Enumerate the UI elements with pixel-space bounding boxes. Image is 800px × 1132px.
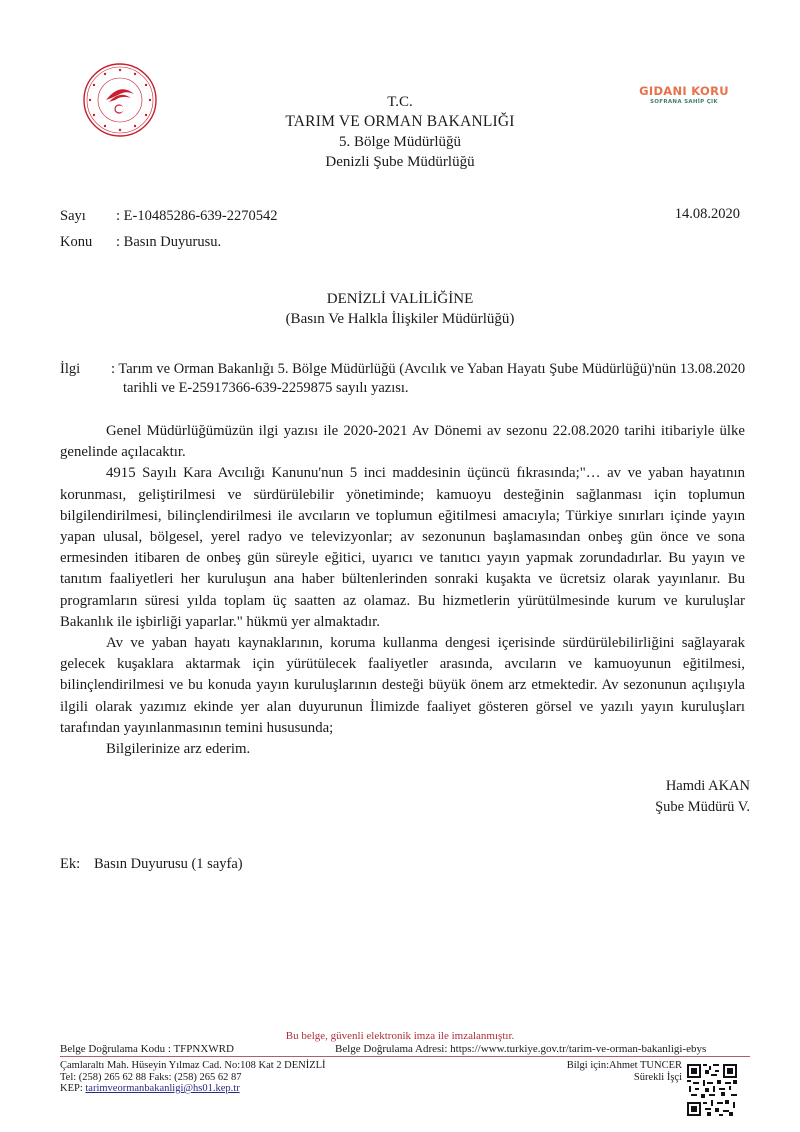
reference-section	[60, 360, 750, 398]
sayi-label: Sayı	[60, 208, 86, 224]
postal-address: Çamlaraltı Mah. Hüseyin Yılmaz Cad. No:108 Kat 2 DENİZLİ	[60, 1060, 326, 1071]
body-paragraph: Genel Müdürlüğümüzün ilgi yazısı ile 2020-2021 Av Dönemi av sezonu 22.08.2020 tarihi itibariyle ülke genelinde açılacaktır.	[60, 423, 745, 461]
header-regional-office: 5. Bölge Müdürlüğü	[338, 134, 462, 150]
signatory-title: Şube Müdürü V.	[655, 799, 750, 815]
reference-text: : Tarım ve Orman Bakanlığı 5. Bölge Müdürlüğü (Avcılık ve Yaban Hayatı Şube Müdürlüğü)'nün 13.08.2020 tarihli ve E-25917366-639-2259875 sayılı yazısı.	[111, 361, 746, 396]
letterhead	[200, 92, 600, 172]
sayi-row	[60, 206, 278, 226]
konu-label: Konu	[60, 234, 93, 250]
info-contact-name: Bilgi için:Ahmet TUNCER	[566, 1060, 682, 1071]
campaign-brand: GIDANI KORU	[639, 84, 729, 98]
konu-row	[60, 232, 278, 252]
info-contact	[540, 1060, 682, 1083]
letter-body	[60, 421, 745, 760]
attachment-label: Ek:	[60, 856, 81, 872]
verification-code: Belge Doğrulama Kodu : TFPNXWRD	[60, 1043, 234, 1055]
verification-address[interactable]: Belge Doğrulama Adresi: https://www.turkiye.gov.tr/tarim-ve-orman-bakanligi-ebys	[335, 1043, 707, 1055]
body-paragraph: 4915 Sayılı Kara Avcılığı Kanunu'nun 5 inci maddesinin üçüncü fıkrasında;"… av ve yaban hayatının korunması, geliştirilmesi ve sürdürülebilir yönetiminde; kamuoyu desteğinin sağlanması için toplumun bilgilendirilmesi, bilinçlendirilmesi ile avcıların ve toplumun eğitilmesi amacıyla; Türkiye sınırları içinde yayın yapan ulusal, bölgesel, yerel radyo ve televizyonlar; av sezonunun başlamasından onbeş gün önce ve sona ermesinden itibaren de onbeş gün süreyle eğitici, uyarıcı ve tanıtıcı yayın yapmak zorundadırlar. Bu yayın ve tanıtım faaliyetleri her kuruluşun ana haber bültenlerinden sonraki kuşakta ve ücretsiz olarak yayınlanır. Bu programların süresi yılda toplam üç saatten az olamaz. Bu hizmetlerin yürütülmesinde kurum ve kuruluşlar Bakanlık ile işbirliği yaparlar." hükmü yer almaktadır.	[60, 465, 745, 630]
qr-code-icon	[687, 1064, 737, 1116]
addressee-department: (Basın Ve Halkla İlişkiler Müdürlüğü)	[285, 311, 515, 327]
body-paragraph: Av ve yaban hayatı kaynaklarının, koruma kullanma dengesi içerisinde sürdürülebilirliğini sağlayarak gelecek kuşaklara aktarmak için yürütülecek faaliyetler arasında, avcıların ve kamuoyunun eğitilmesi, bilinçlendirilmesi ve bu konuda yayın kuruluşlarının desteği büyük önem arz etmektedir. Av sezonunun açılışıyla ilgili olarak yazımız ekinde yer alan duyurunun İlimizde faaliyet gösteren görsel ve yazılı yayın kuruluşları tarafından yayınlanmasının temini hususunda;	[60, 635, 745, 736]
attachment	[60, 856, 243, 873]
sayi-value: : E-10485286-639-2270542	[116, 208, 278, 224]
addressee	[200, 289, 600, 329]
signature-block	[600, 776, 750, 818]
campaign-logo	[634, 85, 734, 106]
header-tc: T.C.	[387, 94, 413, 110]
kep-email-link[interactable]: tarimveormanbakanligi@hs01.kep.tr	[85, 1083, 240, 1094]
document-meta	[60, 206, 278, 252]
info-contact-role: Sürekli İşçi	[633, 1071, 682, 1083]
qr-code[interactable]	[687, 1064, 737, 1116]
phone-fax: Tel: (258) 265 62 88 Faks: (258) 265 62 87	[60, 1071, 242, 1083]
esign-notice: Bu belge, güvenli elektronik imza ile imzalanmıştır.	[285, 1030, 515, 1042]
ministry-seal-logo	[82, 62, 158, 138]
header-branch-office: Denizli Şube Müdürlüğü	[325, 154, 475, 170]
kep-row	[60, 1083, 326, 1095]
document-date: 14.08.2020	[674, 206, 740, 222]
ministry-seal-icon	[82, 62, 158, 138]
reference-label: İlgi	[60, 361, 81, 377]
attachment-text: Basın Duyurusu (1 sayfa)	[94, 856, 243, 872]
campaign-tagline: SOFRANA SAHİP ÇIK	[650, 99, 718, 105]
verification-row	[60, 1043, 750, 1057]
kep-label: KEP:	[60, 1083, 86, 1094]
addressee-name: DENİZLİ VALİLİĞİNE	[326, 291, 474, 307]
header-ministry: TARIM VE ORMAN BAKANLIĞI	[285, 113, 515, 130]
konu-value: : Basın Duyurusu.	[116, 234, 222, 250]
contact-address	[60, 1060, 326, 1095]
signatory-name: Hamdi AKAN	[665, 778, 750, 794]
body-paragraph: Bilgilerinize arz ederim.	[106, 741, 251, 758]
